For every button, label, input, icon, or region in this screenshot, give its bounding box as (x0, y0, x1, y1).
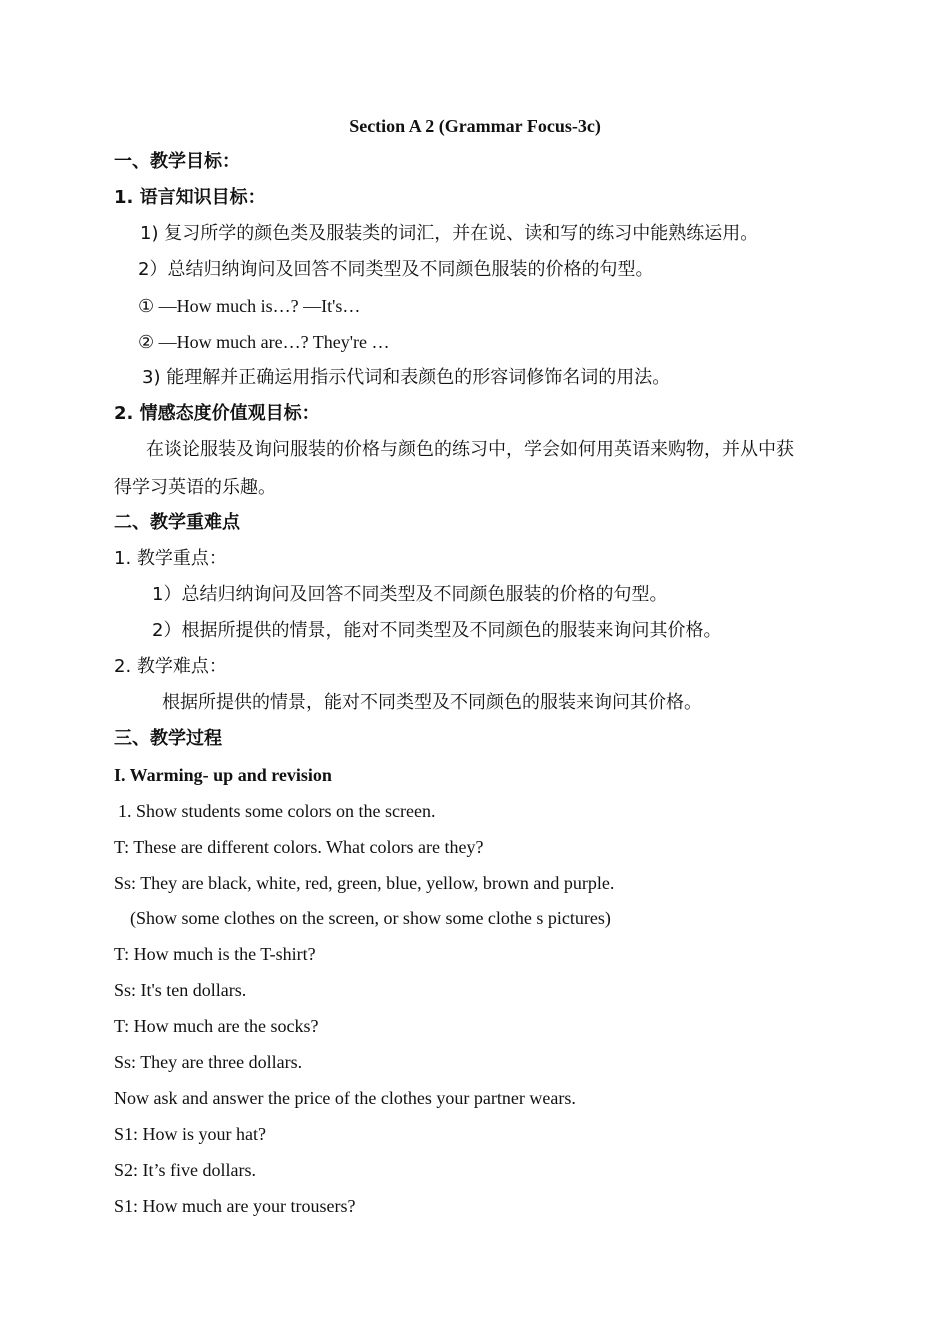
objective-item: 1) 复习所学的颜色类及服装类的词汇，并在说、读和写的练习中能熟练运用。 (140, 223, 759, 244)
key-point-item: 1）总结归纳询问及回答不同类型及不同颜色服装的价格的句型。 (152, 584, 668, 605)
subheading-difficulties: 2. 教学难点： (114, 656, 227, 677)
sentence-pattern: ① —How much is…? —It's… (138, 296, 361, 316)
subheading-language-objectives: 1. 语言知识目标： (114, 187, 266, 208)
dialogue-line: Ss: They are three dollars. (114, 1052, 303, 1072)
dialogue-line: T: How much is the T-shirt? (114, 944, 316, 964)
dialogue-line: Ss: They are black, white, red, green, blue, yellow, brown and purple. (114, 873, 615, 893)
objective-item: 3) 能理解并正确运用指示代词和表颜色的形容词修饰名词的用法。 (142, 367, 671, 388)
section-heading-process: 三、教学过程 (114, 728, 222, 749)
dialogue-line: T: How much are the socks? (114, 1016, 319, 1036)
paragraph-line: 得学习英语的乐趣。 (114, 477, 276, 498)
dialogue-line: S1: How much are your trousers? (114, 1196, 356, 1216)
sentence-pattern: ② —How much are…? They're … (138, 332, 390, 352)
part-heading-warming-up: I. Warming- up and revision (114, 765, 332, 785)
dialogue-line: S2: It’s five dollars. (114, 1160, 256, 1180)
subheading-affective-objectives: 2. 情感态度价值观目标： (114, 403, 320, 424)
dialogue-line: S1: How is your hat? (114, 1124, 266, 1144)
paragraph-line: 在谈论服装及询问服装的价格与颜色的练习中，学会如何用英语来购物，并从中获 (146, 439, 794, 460)
section-heading-objectives: 一、教学目标： (114, 151, 240, 172)
page-title: Section A 2 (Grammar Focus-3c) (349, 116, 601, 136)
section-heading-key-points: 二、教学重难点 (114, 512, 240, 533)
dialogue-line: Ss: It's ten dollars. (114, 980, 247, 1000)
difficulty-text: 根据所提供的情景，能对不同类型及不同颜色的服装来询问其价格。 (162, 692, 702, 713)
key-point-item: 2）根据所提供的情景，能对不同类型及不同颜色的服装来询问其价格。 (152, 620, 722, 641)
objective-item: 2）总结归纳询问及回答不同类型及不同颜色服装的价格的句型。 (138, 259, 654, 280)
dialogue-line: (Show some clothes on the screen, or show some clothe s pictures) (130, 908, 611, 928)
dialogue-line: 1. Show students some colors on the screen. (118, 801, 436, 821)
dialogue-line: T: These are different colors. What colors are they? (114, 837, 484, 857)
dialogue-line: Now ask and answer the price of the clothes your partner wears. (114, 1088, 576, 1108)
subheading-key-points: 1. 教学重点： (114, 548, 227, 569)
